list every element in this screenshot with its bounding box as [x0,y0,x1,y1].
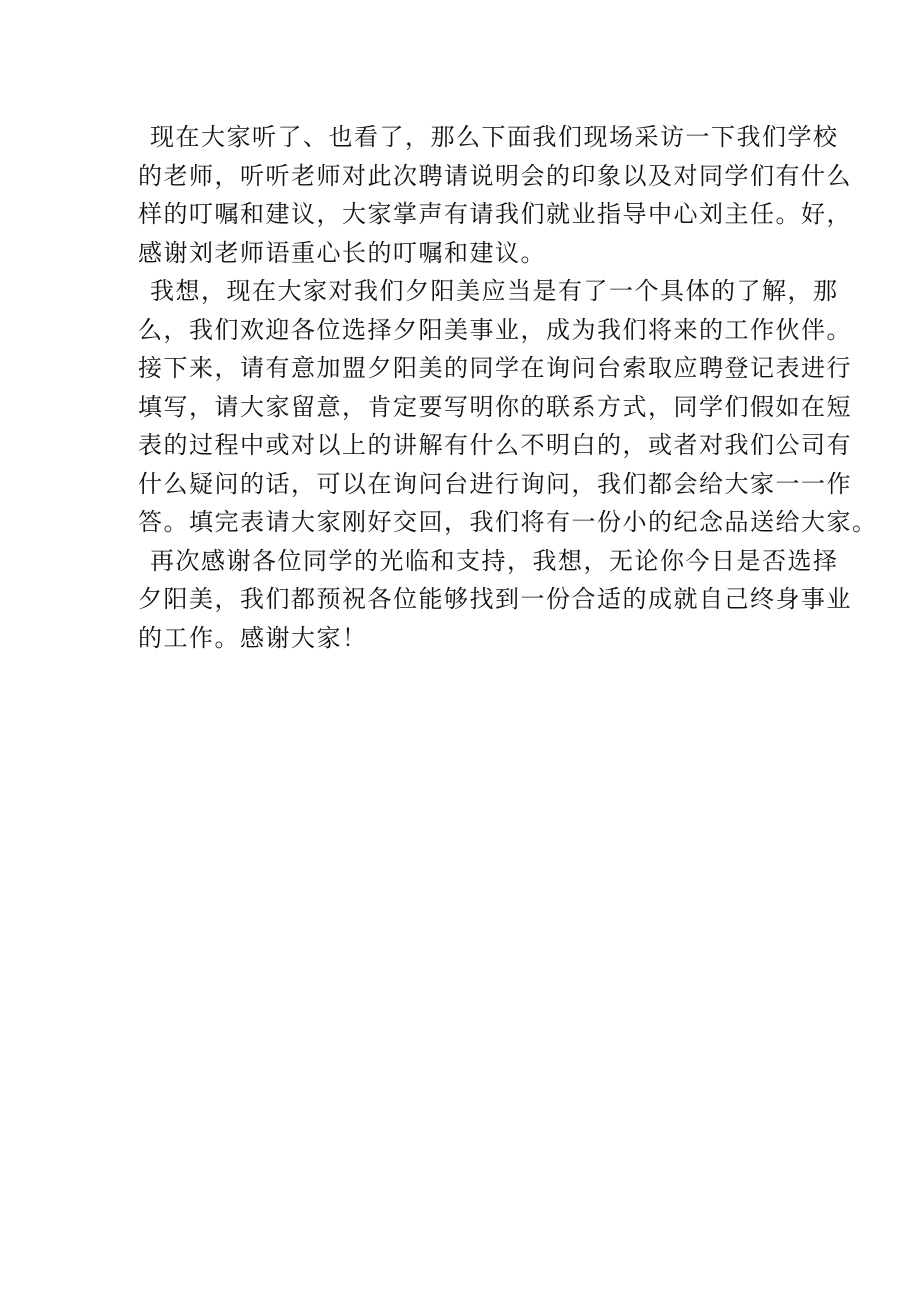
paragraph-line: 填写，请大家留意，肯定要写明你的联系方式，同学们假如在短 [138,392,852,421]
paragraph-3 [138,542,852,658]
paragraph-line: 现在大家听了、也看了，那么下面我们现场采访一下我们学校 [150,123,839,151]
paragraph-line: 的工作。感谢大家！ [138,623,368,652]
paragraph-2 [138,272,878,542]
paragraph-1 [138,118,852,272]
paragraph-line: 表的过程中或对以上的讲解有什么不明白的，或者对我们公司有 [138,431,852,459]
paragraph-line: 感谢刘老师语重心长的叮嘱和建议。 [138,238,546,267]
document-body [138,118,878,657]
paragraph-line: 我想，现在大家对我们夕阳美应当是有了一个具体的了解，那 [150,277,839,305]
paragraph-line: 什么疑问的话，可以在询问台进行询问，我们都会给大家一一作 [138,469,852,498]
paragraph-line: 接下来，请有意加盟夕阳美的同学在询问台索取应聘登记表进行 [138,354,852,382]
paragraph-line: 样的叮嘱和建议，大家掌声有请我们就业指导中心刘主任。好， [138,200,852,228]
paragraph-line: 么，我们欢迎各位选择夕阳美事业，成为我们将来的工作伙伴。 [138,315,852,344]
paragraph-line: 的老师，听听老师对此次聘请说明会的印象以及对同学们有什么 [138,161,852,190]
paragraph-line: 答。填完表请大家刚好交回，我们将有一份小的纪念品送给大家。 [138,508,878,536]
paragraph-line: 夕阳美，我们都预祝各位能够找到一份合适的成就自己终身事业 [138,585,852,613]
paragraph-line: 再次感谢各位同学的光临和支持，我想，无论你今日是否选择 [150,546,839,575]
